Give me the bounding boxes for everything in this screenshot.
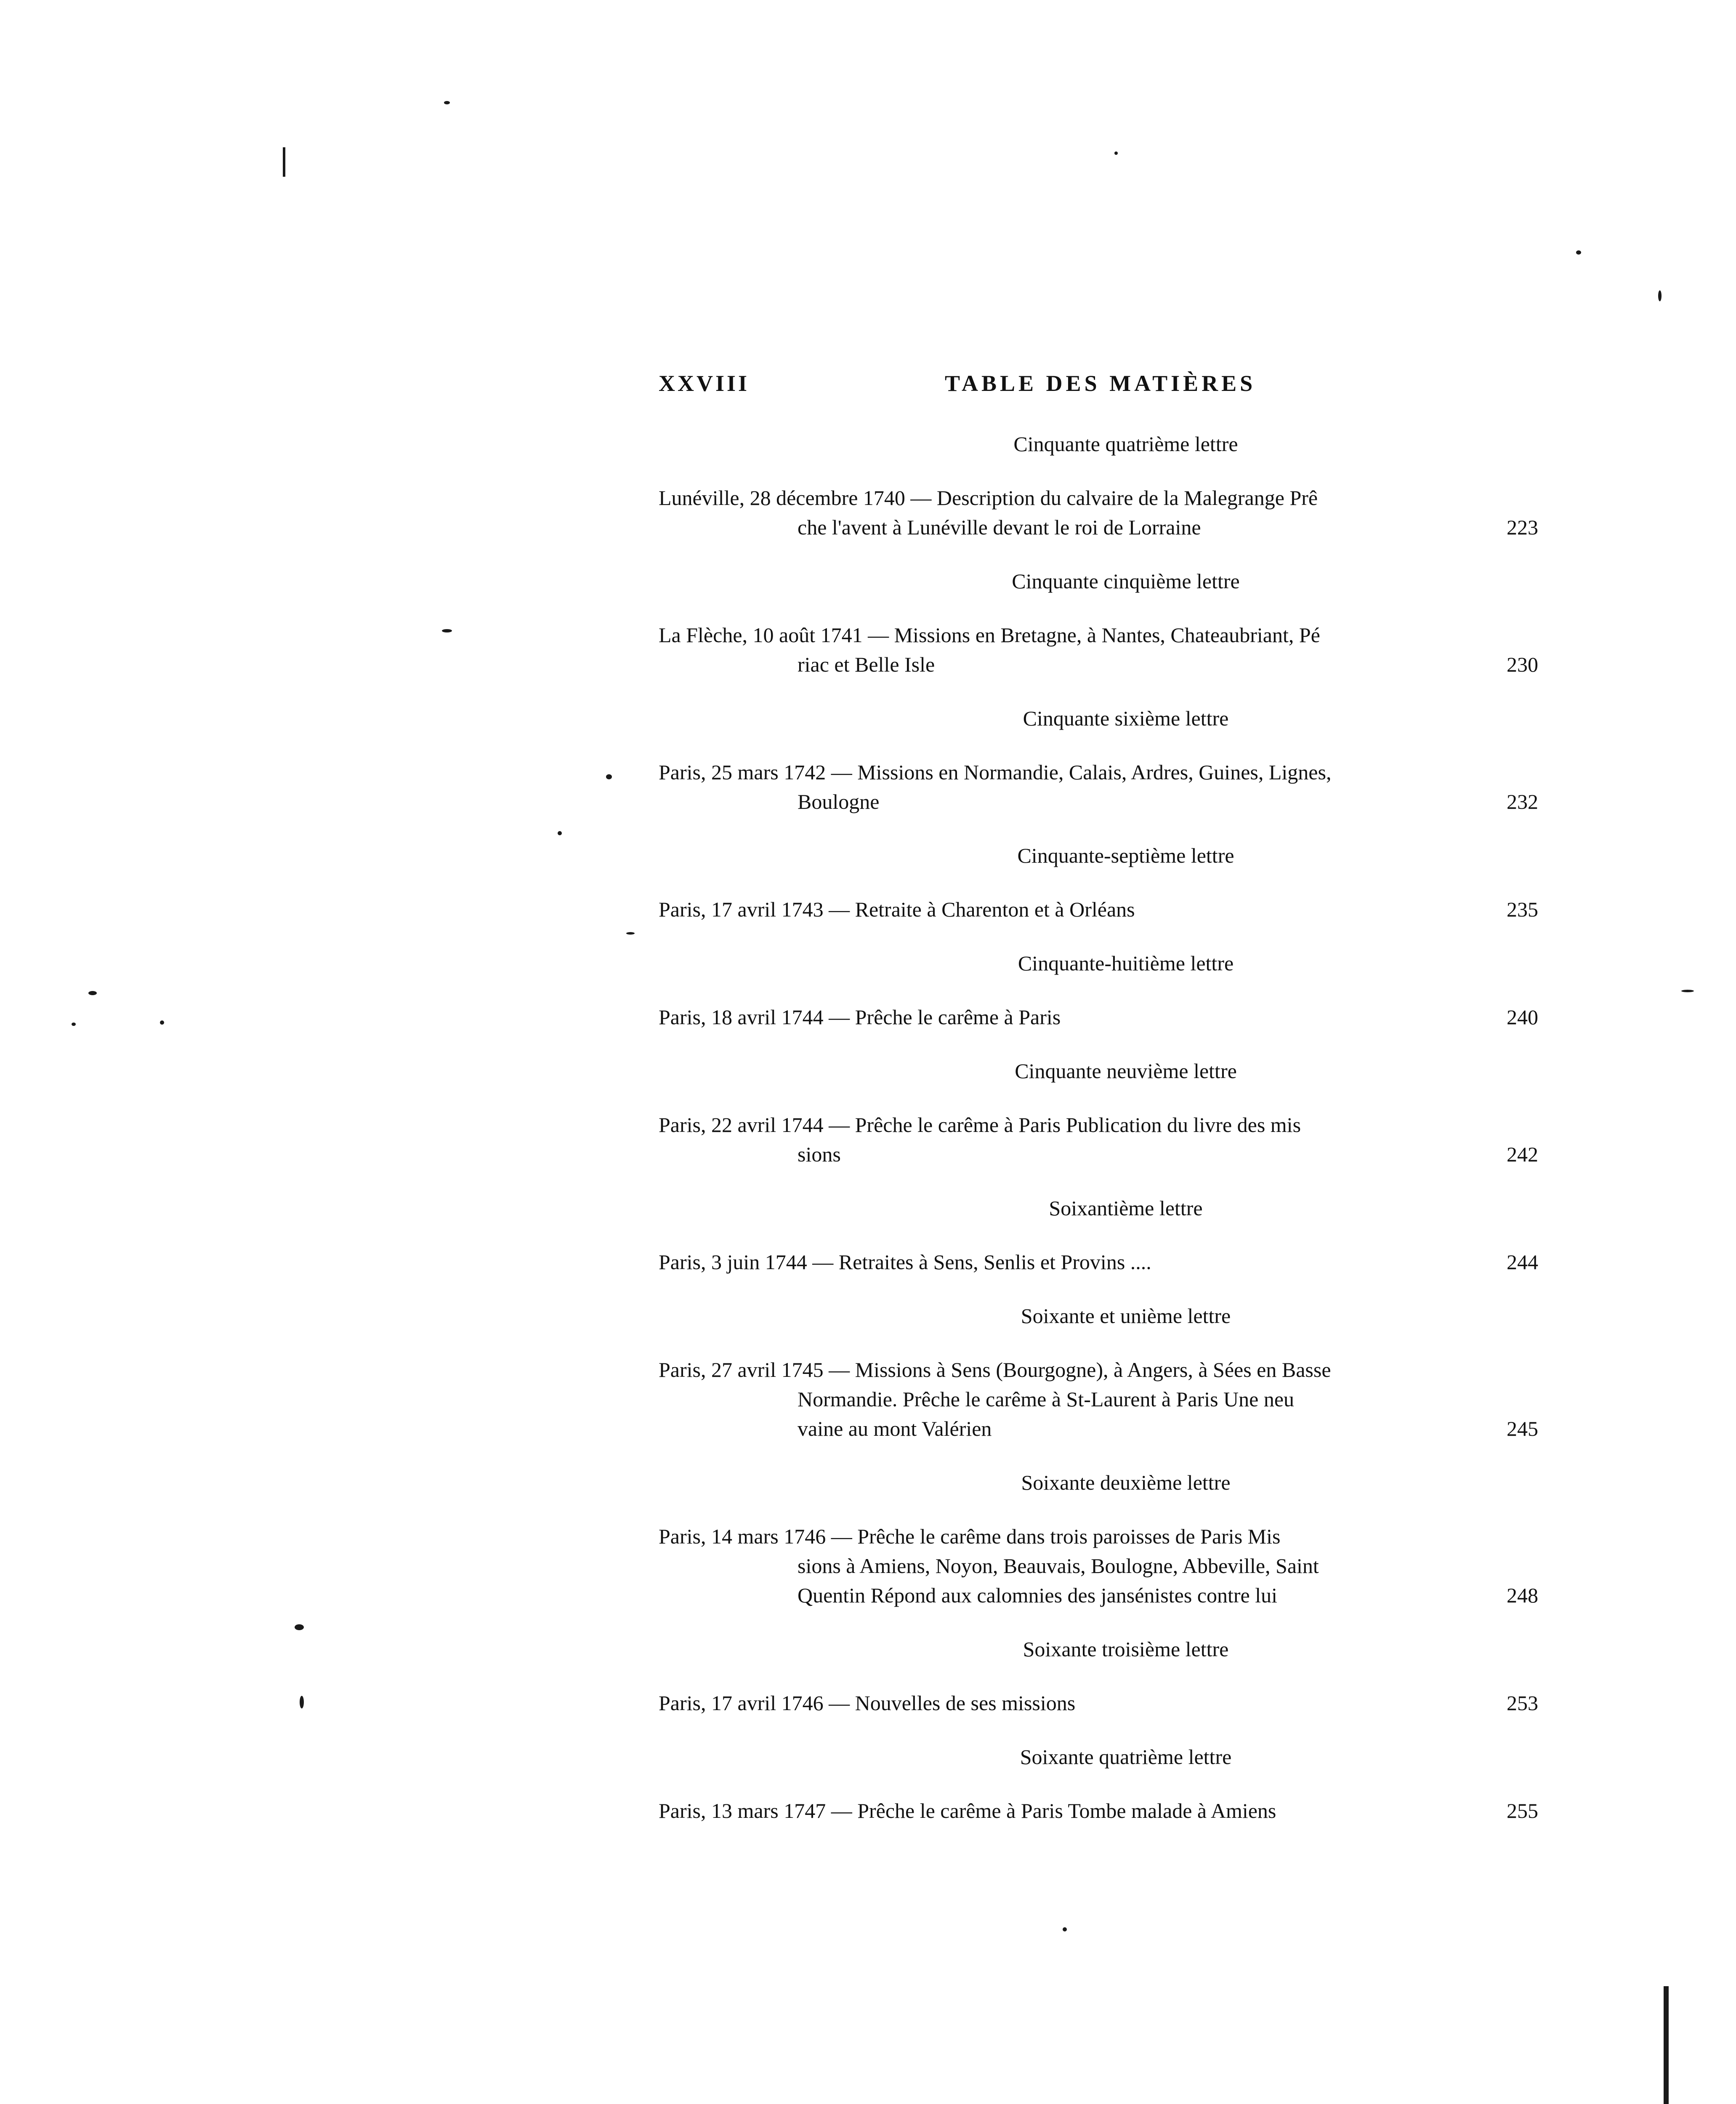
entry-line: Paris, 14 mars 1746 — Prêche le carême dans trois paroisses de Paris Mis <box>659 1525 1281 1548</box>
entry-line: Paris, 13 mars 1747 — Prêche le carême à Paris Tombe malade à Amiens <box>659 1799 1276 1822</box>
section-heading: Soixante quatrième lettre <box>1020 1745 1232 1769</box>
section-heading: Soixante et unième lettre <box>1021 1304 1231 1328</box>
scan-mark <box>72 1023 76 1026</box>
folio-number: XXVIII <box>659 371 750 396</box>
page-number: 248 <box>1507 1583 1538 1607</box>
section-heading: Cinquante cinquième lettre <box>1012 569 1240 593</box>
scan-mark <box>1063 1927 1067 1931</box>
scan-mark <box>606 774 612 779</box>
section-heading: Soixantième lettre <box>1049 1196 1203 1220</box>
scan-mark <box>1114 151 1118 155</box>
entry-line: La Flèche, 10 août 1741 — Missions en Bretagne, à Nantes, Chateaubriant, Pé <box>659 623 1320 647</box>
section-heading: Soixante troisième lettre <box>1023 1637 1229 1661</box>
toc-entry <box>659 1688 1538 1718</box>
scan-mark <box>1658 290 1662 301</box>
scan-mark <box>295 1624 304 1630</box>
section-heading: Cinquante-huitième lettre <box>1018 951 1234 975</box>
entry-line: Boulogne <box>798 790 880 813</box>
entry-line: riac et Belle Isle <box>798 653 935 676</box>
section-heading: Cinquante-septième lettre <box>1017 844 1234 867</box>
table-of-contents <box>659 429 1538 1850</box>
page-number: 232 <box>1507 790 1538 813</box>
page-number: 235 <box>1507 898 1538 921</box>
scan-mark <box>1664 1986 1669 2104</box>
scan-mark <box>88 991 97 995</box>
toc-entry <box>659 1247 1538 1277</box>
section-heading: Soixante deuxième lettre <box>1021 1471 1231 1494</box>
entry-line: Paris, 22 avril 1744 — Prêche le carême à Paris Publication du livre des mis <box>659 1113 1301 1137</box>
entry-line: sions <box>798 1142 841 1166</box>
toc-entry <box>659 1002 1538 1032</box>
entry-line: Paris, 17 avril 1743 — Retraite à Charenton et à Orléans <box>659 898 1135 921</box>
entry-line: Normandie. Prêche le carême à St-Laurent à Paris Une neu <box>798 1387 1295 1411</box>
scan-mark <box>1576 250 1581 255</box>
toc-entry <box>659 757 1538 816</box>
running-title: TABLE DES MATIÈRES <box>945 371 1256 396</box>
toc-entry <box>659 1796 1538 1825</box>
entry-line: Paris, 27 avril 1745 — Missions à Sens (Bourgogne), à Angers, à Sées en Basse <box>659 1358 1331 1381</box>
entry-line: Paris, 17 avril 1746 — Nouvelles de ses missions <box>659 1691 1076 1715</box>
toc-entry <box>659 1355 1538 1443</box>
page-number: 255 <box>1507 1799 1538 1822</box>
scan-mark <box>1681 990 1694 992</box>
scan-mark <box>160 1020 164 1025</box>
toc-entry <box>659 483 1538 542</box>
section-heading: Cinquante quatrième lettre <box>1013 432 1238 456</box>
section-heading: Cinquante neuvième lettre <box>1015 1059 1237 1083</box>
page-number: 242 <box>1507 1142 1538 1166</box>
scan-mark <box>558 831 562 835</box>
entry-line: Lunéville, 28 décembre 1740 — Description du calvaire de la Malegrange Prê <box>659 486 1318 510</box>
toc-entry <box>659 620 1538 679</box>
scan-mark <box>300 1696 304 1708</box>
scan-mark <box>444 101 450 104</box>
page-number: 223 <box>1507 515 1538 539</box>
toc-entry <box>659 895 1538 924</box>
entry-line: vaine au mont Valérien <box>798 1417 992 1440</box>
toc-entry <box>659 1522 1538 1610</box>
page-number: 244 <box>1507 1250 1538 1274</box>
entry-line: sions à Amiens, Noyon, Beauvais, Boulogne, Abbeville, Saint <box>798 1554 1319 1578</box>
scan-mark <box>626 932 635 935</box>
entry-line: Paris, 18 avril 1744 — Prêche le carême à Paris <box>659 1005 1061 1029</box>
page-number: 230 <box>1507 653 1538 676</box>
page-number: 240 <box>1507 1005 1538 1029</box>
entry-line: che l'avent à Lunéville devant le roi de Lorraine <box>798 515 1201 539</box>
page-number: 245 <box>1507 1417 1538 1440</box>
page-number: 253 <box>1507 1691 1538 1715</box>
toc-entry <box>659 1110 1538 1169</box>
entry-line: Paris, 25 mars 1742 — Missions en Normandie, Calais, Ardres, Guines, Lignes, <box>659 760 1332 784</box>
page-header <box>659 370 1538 400</box>
section-heading: Cinquante sixième lettre <box>1023 707 1229 730</box>
scan-mark <box>442 629 452 632</box>
scan-mark <box>283 147 285 177</box>
entry-line: Paris, 3 juin 1744 — Retraites à Sens, Senlis et Provins .... <box>659 1250 1151 1274</box>
entry-line: Quentin Répond aux calomnies des jansénistes contre lui <box>798 1583 1278 1607</box>
